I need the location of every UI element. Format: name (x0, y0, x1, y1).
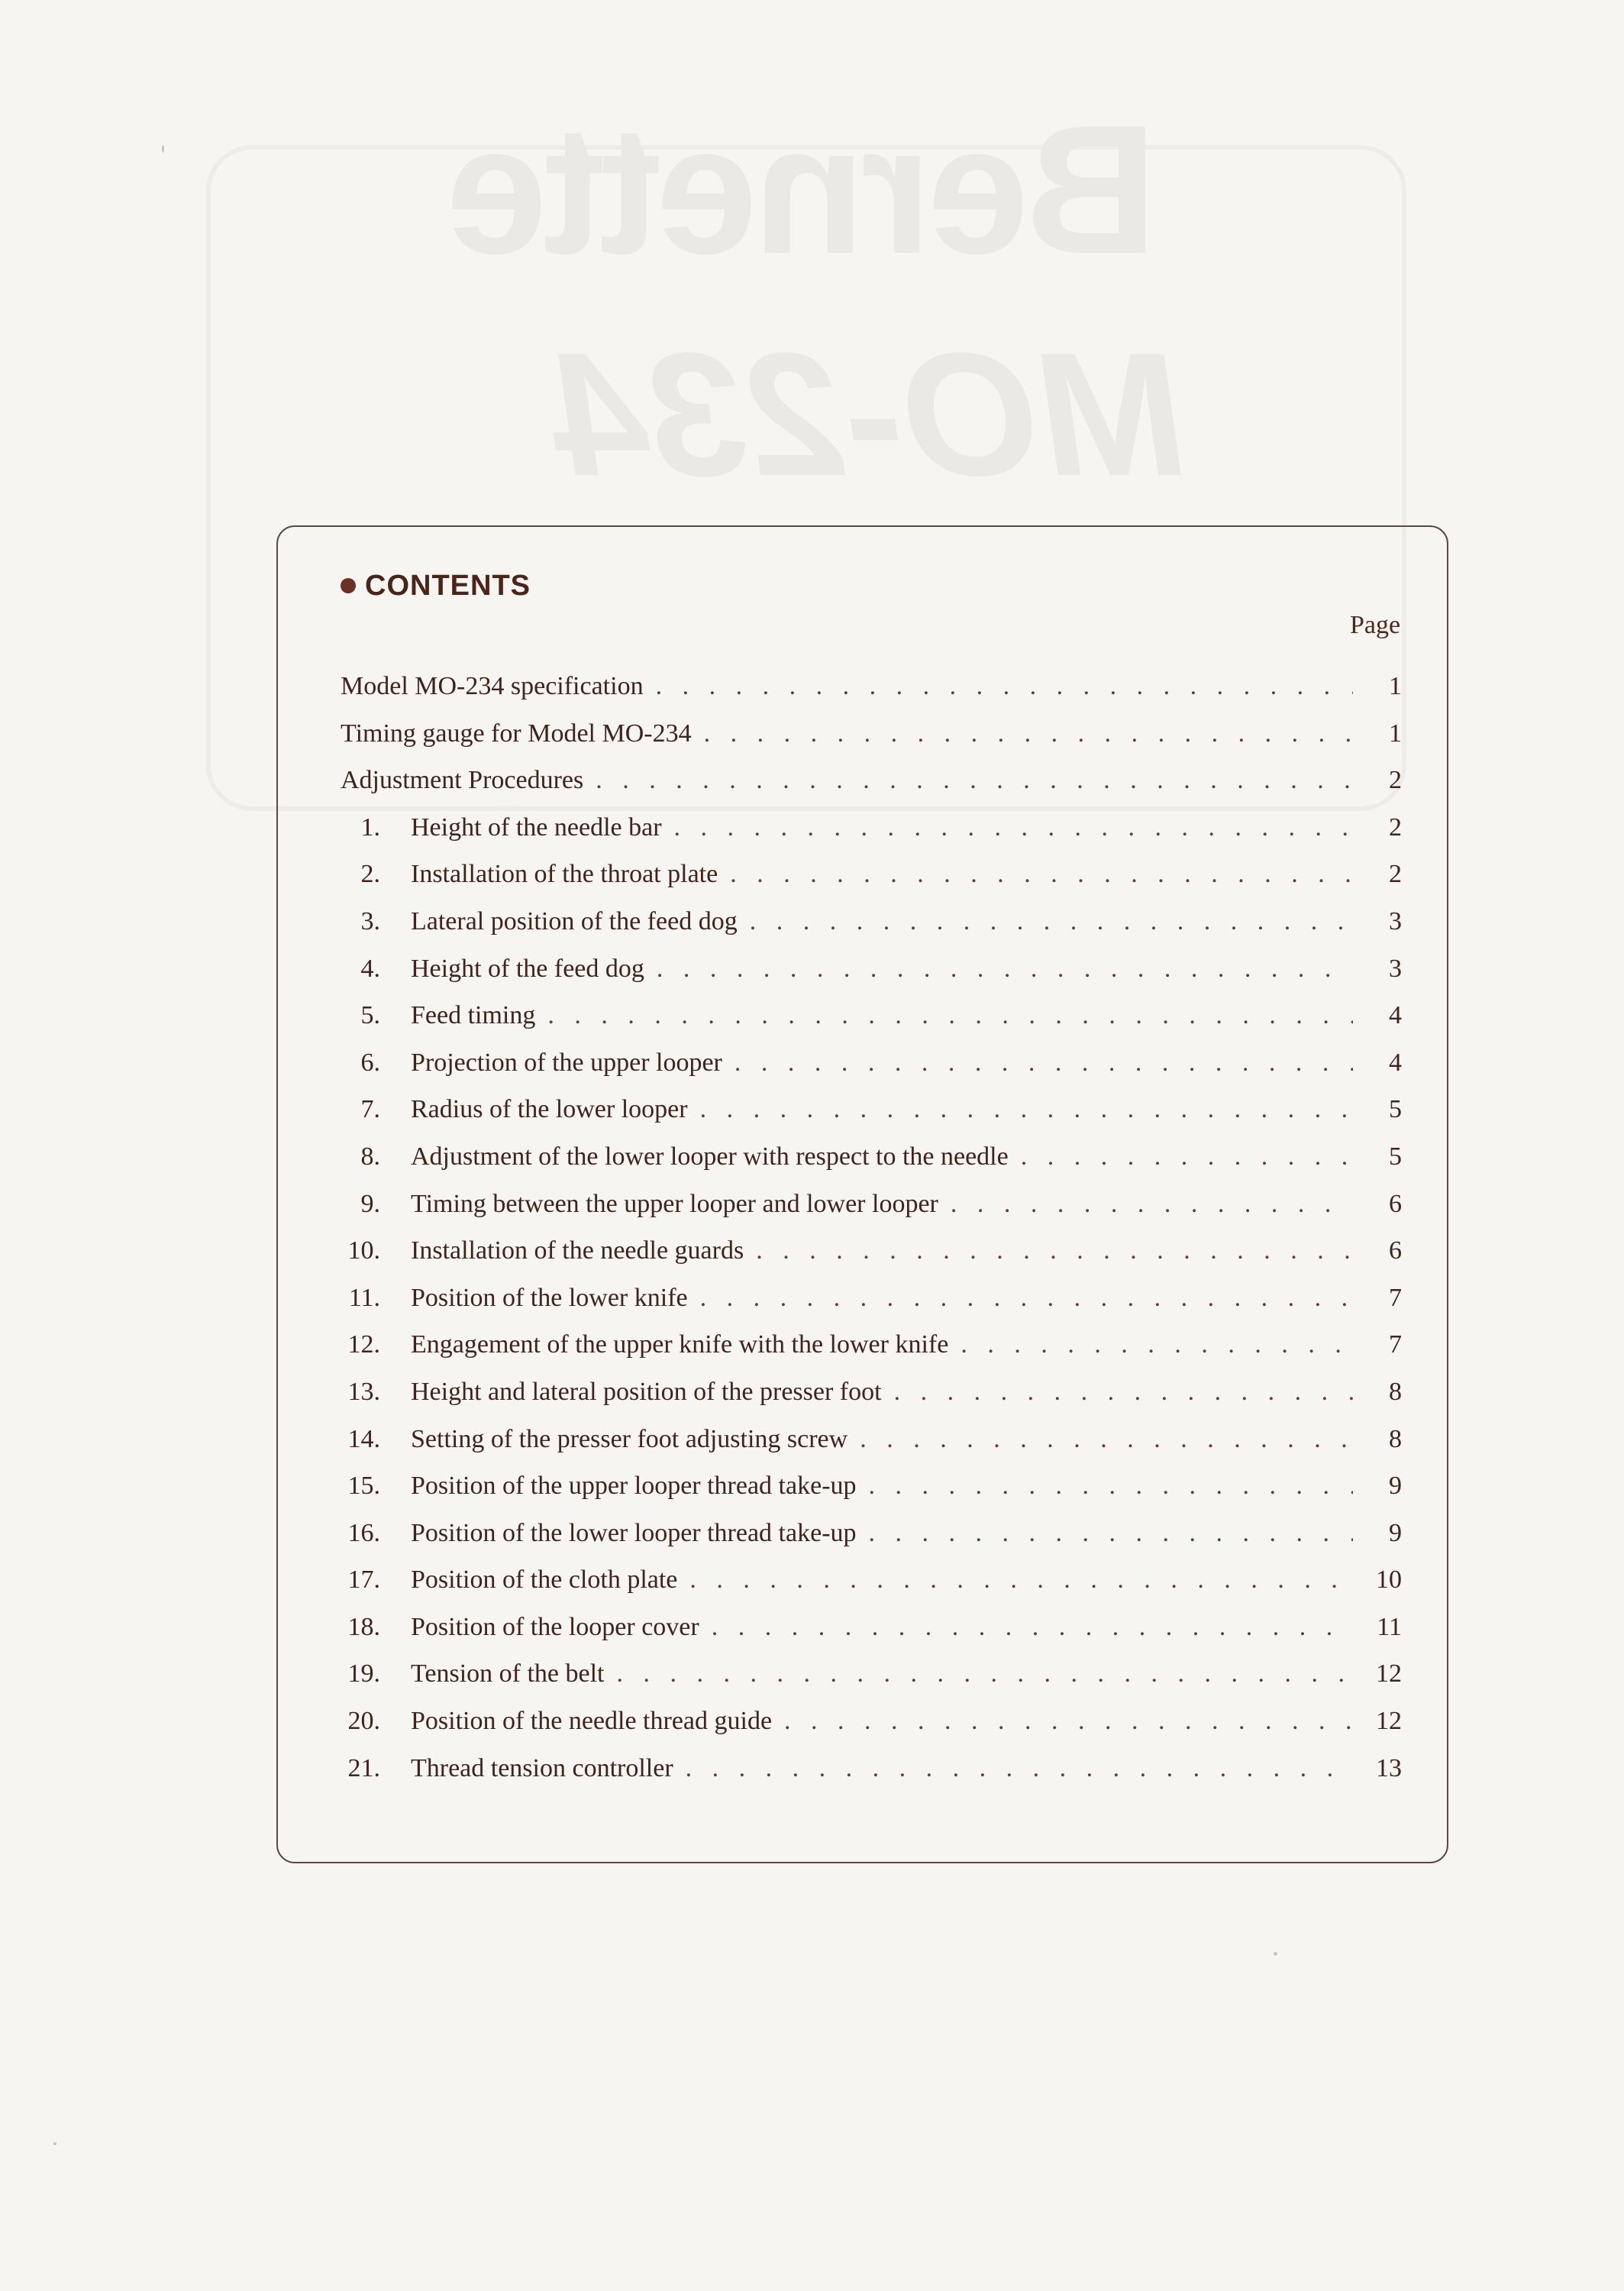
toc-entry (341, 710, 1402, 758)
toc-item-number: 2. (360, 860, 380, 889)
toc-item-title: Height and lateral position of the presser foot (411, 1377, 882, 1406)
toc-leader-dots (617, 1650, 1353, 1698)
toc-item-title: Height of the feed dog (411, 954, 644, 983)
toc-entry-title: Timing gauge for Model MO-234 (341, 719, 692, 748)
toc-leader-dots (730, 851, 1353, 898)
toc-item (341, 1039, 1402, 1087)
toc-item-page: 4 (1389, 1048, 1402, 1077)
toc-item (341, 1086, 1402, 1133)
toc-item (341, 1604, 1402, 1651)
toc-item (341, 898, 1402, 945)
toc-item-number: 9. (360, 1189, 380, 1218)
toc-item-page: 7 (1389, 1330, 1402, 1359)
toc-item-number: 5. (360, 1001, 380, 1030)
toc-item-title: Position of the lower looper thread take-up (411, 1518, 857, 1547)
toc-item-page: 5 (1389, 1095, 1402, 1124)
toc-item (341, 1181, 1402, 1228)
toc-item-title: Lateral position of the feed dog (411, 906, 738, 935)
toc-item-page: 7 (1389, 1283, 1402, 1312)
show-through-model: MO-234 (535, 316, 1198, 512)
toc-item-page: 4 (1389, 1001, 1402, 1030)
toc-leader-dots (674, 804, 1353, 851)
toc-leader-dots (894, 1368, 1353, 1416)
toc-item-number: 7. (360, 1095, 380, 1124)
toc-item-title: Installation of the needle guards (411, 1236, 744, 1265)
toc-item-number: 21. (347, 1753, 380, 1782)
table-of-contents (341, 663, 1402, 1792)
toc-item-number: 6. (360, 1048, 380, 1077)
toc-item (341, 1556, 1402, 1604)
toc-item-number: 15. (347, 1472, 380, 1501)
toc-item-title: Projection of the upper looper (411, 1048, 722, 1077)
toc-item-title: Setting of the presser foot adjusting screw (411, 1424, 848, 1453)
toc-item (341, 1275, 1402, 1322)
toc-item-title: Timing between the upper looper and lower looper (411, 1189, 938, 1218)
toc-item-title: Tension of the belt (411, 1659, 605, 1688)
paper-speck (53, 2142, 57, 2145)
toc-leader-dots (700, 1086, 1353, 1133)
toc-entry (341, 663, 1402, 710)
toc-item-number: 14. (347, 1424, 380, 1453)
toc-item-page: 9 (1389, 1518, 1402, 1547)
paper-speck (1274, 1952, 1277, 1956)
toc-leader-dots (869, 1462, 1353, 1510)
show-through-brand: Bernette (450, 87, 1157, 292)
toc-item (341, 1462, 1402, 1510)
toc-item (341, 804, 1402, 851)
toc-leader-dots (686, 1745, 1353, 1792)
toc-item-title: Feed timing (411, 1001, 536, 1030)
toc-item (341, 1745, 1402, 1792)
toc-entry-title: Model MO-234 specification (341, 672, 644, 700)
toc-item (341, 1698, 1402, 1745)
toc-leader-dots (596, 757, 1353, 804)
toc-item (341, 851, 1402, 898)
toc-item-page: 6 (1389, 1189, 1402, 1218)
toc-item-page: 12 (1376, 1707, 1402, 1736)
toc-item-page: 12 (1376, 1659, 1402, 1688)
toc-leader-dots (704, 710, 1353, 758)
contents-title: CONTENTS (365, 569, 531, 602)
toc-item (341, 945, 1402, 993)
toc-item (341, 1227, 1402, 1275)
toc-item (341, 1510, 1402, 1557)
toc-item-number: 12. (347, 1330, 380, 1359)
toc-entry-page: 1 (1389, 719, 1402, 748)
bullet-icon (341, 578, 356, 593)
toc-item-page: 3 (1389, 954, 1402, 983)
toc-entry-title: Adjustment Procedures (341, 766, 584, 795)
toc-item (341, 1416, 1402, 1463)
toc-item-number: 18. (347, 1612, 380, 1641)
toc-item-page: 3 (1389, 906, 1402, 935)
toc-leader-dots (756, 1227, 1353, 1275)
toc-leader-dots (657, 945, 1353, 993)
toc-leader-dots (869, 1510, 1353, 1557)
toc-item (341, 1368, 1402, 1416)
toc-item-number: 4. (360, 954, 380, 983)
toc-item-title: Position of the looper cover (411, 1612, 699, 1641)
toc-item-number: 19. (347, 1659, 380, 1688)
toc-procedure-list (341, 804, 1402, 1792)
toc-item-title: Position of the upper looper thread take-up (411, 1472, 857, 1501)
toc-item-number: 20. (347, 1707, 380, 1736)
toc-item-page: 8 (1389, 1377, 1402, 1406)
toc-item-title: Engagement of the upper knife with the lower knife (411, 1330, 949, 1359)
toc-item-number: 16. (347, 1518, 380, 1547)
toc-leader-dots (547, 992, 1353, 1039)
toc-leader-dots (700, 1275, 1353, 1322)
toc-item (341, 1321, 1402, 1368)
toc-item-page: 5 (1389, 1142, 1402, 1171)
toc-item-title: Position of the cloth plate (411, 1566, 678, 1595)
paper-speck (162, 145, 164, 153)
toc-item-page: 2 (1389, 860, 1402, 889)
toc-leader-dots (961, 1321, 1353, 1368)
toc-item-number: 10. (347, 1236, 380, 1265)
toc-entry-page: 1 (1389, 672, 1402, 700)
toc-item-title: Thread tension controller (411, 1753, 673, 1782)
toc-item-number: 8. (360, 1142, 380, 1171)
toc-leader-dots (735, 1039, 1353, 1087)
toc-item (341, 1133, 1402, 1181)
toc-item-number: 17. (347, 1566, 380, 1595)
toc-item-page: 2 (1389, 813, 1402, 842)
toc-leader-dots (860, 1416, 1353, 1463)
toc-item-number: 3. (360, 906, 380, 935)
toc-entry-page: 2 (1389, 766, 1402, 795)
toc-leader-dots (689, 1556, 1353, 1604)
toc-item-number: 1. (360, 813, 380, 842)
toc-entry (341, 757, 1402, 804)
toc-leader-dots (1021, 1133, 1353, 1181)
toc-item (341, 1650, 1402, 1698)
toc-item-page: 9 (1389, 1472, 1402, 1501)
contents-heading (341, 567, 531, 605)
toc-item-page: 8 (1389, 1424, 1402, 1453)
toc-item-page: 11 (1377, 1612, 1402, 1641)
toc-item (341, 992, 1402, 1039)
toc-leader-dots (951, 1181, 1353, 1228)
toc-item-title: Adjustment of the lower looper with respect to the needle (411, 1142, 1009, 1171)
toc-leader-dots (656, 663, 1353, 710)
toc-item-title: Radius of the lower looper (411, 1095, 688, 1124)
toc-leader-dots (712, 1604, 1353, 1651)
toc-item-number: 13. (347, 1377, 380, 1406)
toc-item-page: 10 (1376, 1566, 1402, 1595)
toc-item-page: 13 (1376, 1753, 1402, 1782)
page-column-header: Page (1350, 611, 1401, 639)
toc-item-page: 6 (1389, 1236, 1402, 1265)
toc-leader-dots (750, 898, 1353, 945)
toc-item-number: 11. (348, 1283, 380, 1312)
toc-item-title: Position of the needle thread guide (411, 1707, 773, 1736)
toc-item-title: Height of the needle bar (411, 813, 662, 842)
toc-item-title: Installation of the throat plate (411, 860, 718, 889)
toc-leader-dots (784, 1698, 1353, 1745)
toc-item-title: Position of the lower knife (411, 1283, 688, 1312)
